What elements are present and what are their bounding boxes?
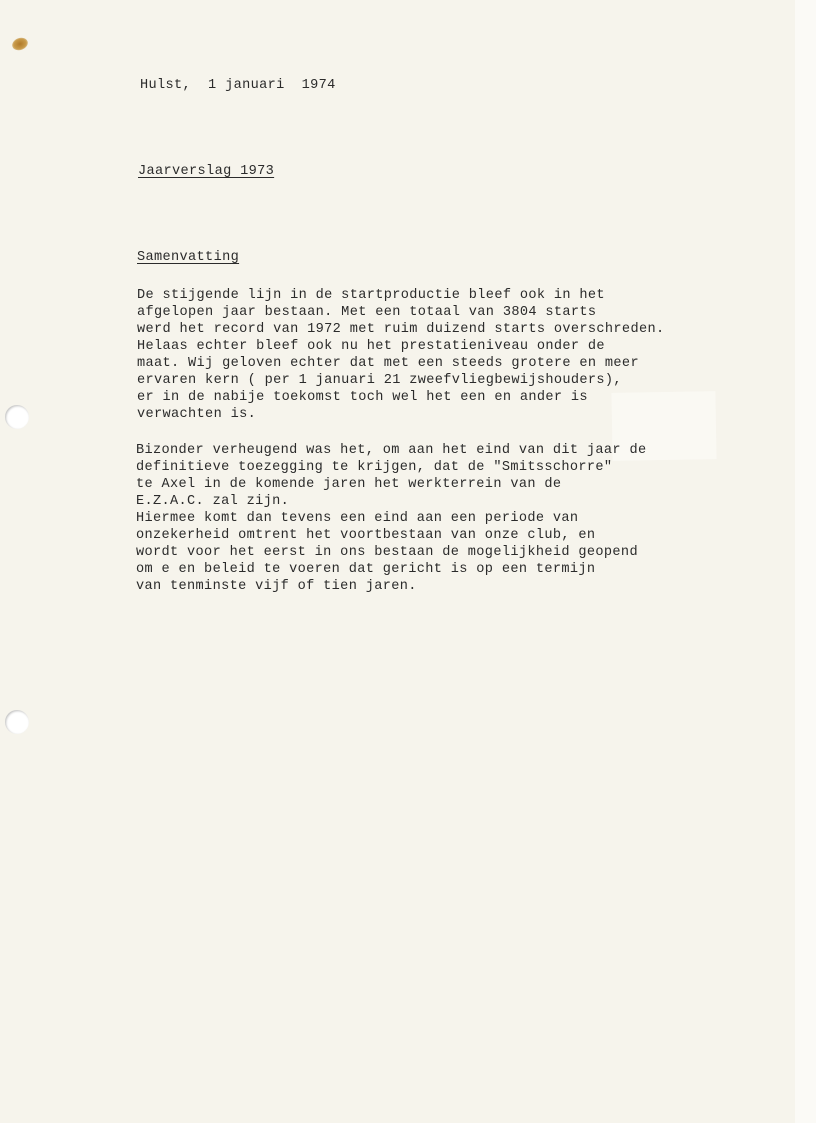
paragraph-1 — [137, 287, 664, 423]
document-title: Jaarverslag 1973 — [138, 164, 275, 179]
paragraph-line: te Axel in de komende jaren het werkterrein van de — [136, 477, 562, 492]
paragraph-line: maat. Wij geloven echter dat met een steeds grotere en meer — [137, 356, 639, 371]
section-heading: Samenvatting — [137, 250, 240, 265]
paragraph-line: Hiermee komt dan tevens een eind aan een periode van — [136, 511, 579, 526]
punch-hole-bottom — [5, 710, 29, 734]
punch-hole-top — [5, 405, 29, 429]
paragraph-2 — [136, 442, 646, 595]
paragraph-line: wordt voor het eerst in ons bestaan de mogelijkheid geopend — [136, 545, 638, 560]
paragraph-line: ervaren kern ( per 1 januari 21 zweefvliegbewijshouders), — [137, 373, 622, 388]
place-date-line: Hulst, 1 januari 1974 — [140, 78, 336, 93]
page-edge — [795, 0, 816, 1123]
paragraph-line: afgelopen jaar bestaan. Met een totaal van 3804 starts — [137, 305, 597, 320]
paragraph-line: om e en beleid te voeren dat gericht is op een termijn — [136, 562, 596, 577]
paragraph-line: van tenminste vijf of tien jaren. — [136, 579, 417, 594]
paragraph-line: er in de nabije toekomst toch wel het een en ander is — [137, 390, 588, 405]
paragraph-line: E.Z.A.C. zal zijn. — [136, 494, 290, 509]
paragraph-line: onzekerheid omtrent het voortbestaan van onze club, en — [136, 528, 596, 543]
paragraph-line: verwachten is. — [137, 407, 257, 422]
paragraph-line: definitieve toezegging te krijgen, dat de "Smitsschorre" — [136, 460, 613, 475]
paragraph-line: werd het record van 1972 met ruim duizend starts overschreden. — [137, 322, 665, 337]
paragraph-line: Bizonder verheugend was het, om aan het eind van dit jaar de — [136, 443, 647, 458]
paragraph-line: Helaas echter bleef ook nu het prestatieniveau onder de — [137, 339, 605, 354]
paragraph-line: De stijgende lijn in de startproductie bleef ook in het — [137, 288, 605, 303]
